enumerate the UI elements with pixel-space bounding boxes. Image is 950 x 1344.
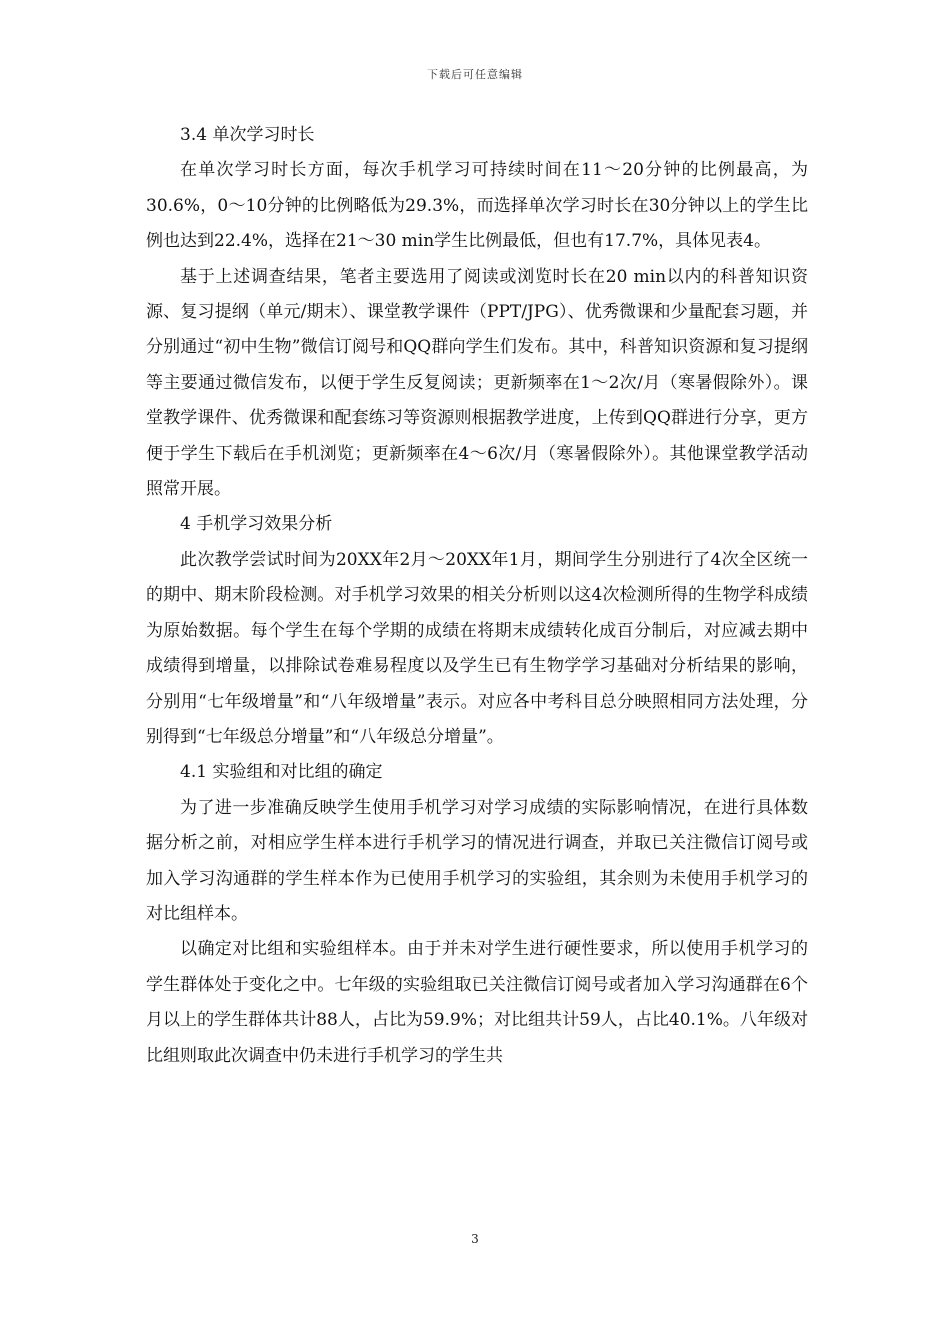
paragraph: 在单次学习时长方面，每次手机学习可持续时间在11～20分钟的比例最高，为30.6%，0～10分钟的比例略低为29.3%，而选择单次学习时长在30分钟以上的学生比例也达到22.4%，选择在21～30 min学生比例最低，但也有17.7%，具体见表4。 xyxy=(146,160,808,252)
section-heading-3-4: 3.4 单次学习时长 xyxy=(180,125,315,145)
paragraph: 此次教学尝试时间为20XX年2月～20XX年1月，期间学生分别进行了4次全区统一的期中、期末阶段检测。对手机学习效果的相关分析则以这4次检测所得的生物学科成绩为原始数据。每个学生在每个学期的成绩在将期末成绩转化成百分制后，对应减去期中成绩得到增量，以排除试卷难易程度以及学生已有生物学学习基础对分析结果的影响，分别用“七年级增量”和“八年级增量”表示。对应各中考科目总分映照相同方法处理，分别得到“七年级总分增量”和“八年级总分增量”。 xyxy=(146,549,808,747)
page-number: 3 xyxy=(471,1232,479,1246)
paragraph: 以确定对比组和实验组样本。由于并未对学生进行硬性要求，所以使用手机学习的学生群体处于变化之中。七年级的实验组取已关注微信订阅号或者加入学习沟通群在6个月以上的学生群体共计88人，占比为59.9%；对比组共计59人，占比40.1%。八年级对比组则取此次调查中仍未进行手机学习的学生共 xyxy=(146,939,808,1066)
paragraph: 为了进一步准确反映学生使用手机学习对学习成绩的实际影响情况，在进行具体数据分析之前，对相应学生样本进行手机学习的情况进行调查，并取已关注微信订阅号或加入学习沟通群的学生样本作为已使用手机学习的实验组，其余则为未使用手机学习的对比组样本。 xyxy=(146,797,808,924)
section-heading-4: 4 手机学习效果分析 xyxy=(180,514,333,535)
paragraph: 基于上述调查结果，笔者主要选用了阅读或浏览时长在20 min以内的科普知识资源、复习提纲（单元/期末）、课堂教学课件（PPT/JPG）、优秀微课和少量配套习题，并分别通过“初中生物”微信订阅号和QQ群向学生们发布。其中，科普知识资源和复习提纲等主要通过微信发布，以便于学生反复阅读；更新频率在1～2次/月（寒暑假除外）。课堂教学课件、优秀微课和配套练习等资源则根据教学进度，上传到QQ群进行分享，更方便于学生下载后在手机浏览；更新频率在4～6次/月（寒暑假除外）。其他课堂教学活动照常开展。 xyxy=(146,266,808,500)
section-heading-4-1: 4.1 实验组和对比组的确定 xyxy=(180,762,383,783)
page-header: 下载后可任意编辑 xyxy=(427,68,523,81)
document-body xyxy=(146,118,808,1074)
